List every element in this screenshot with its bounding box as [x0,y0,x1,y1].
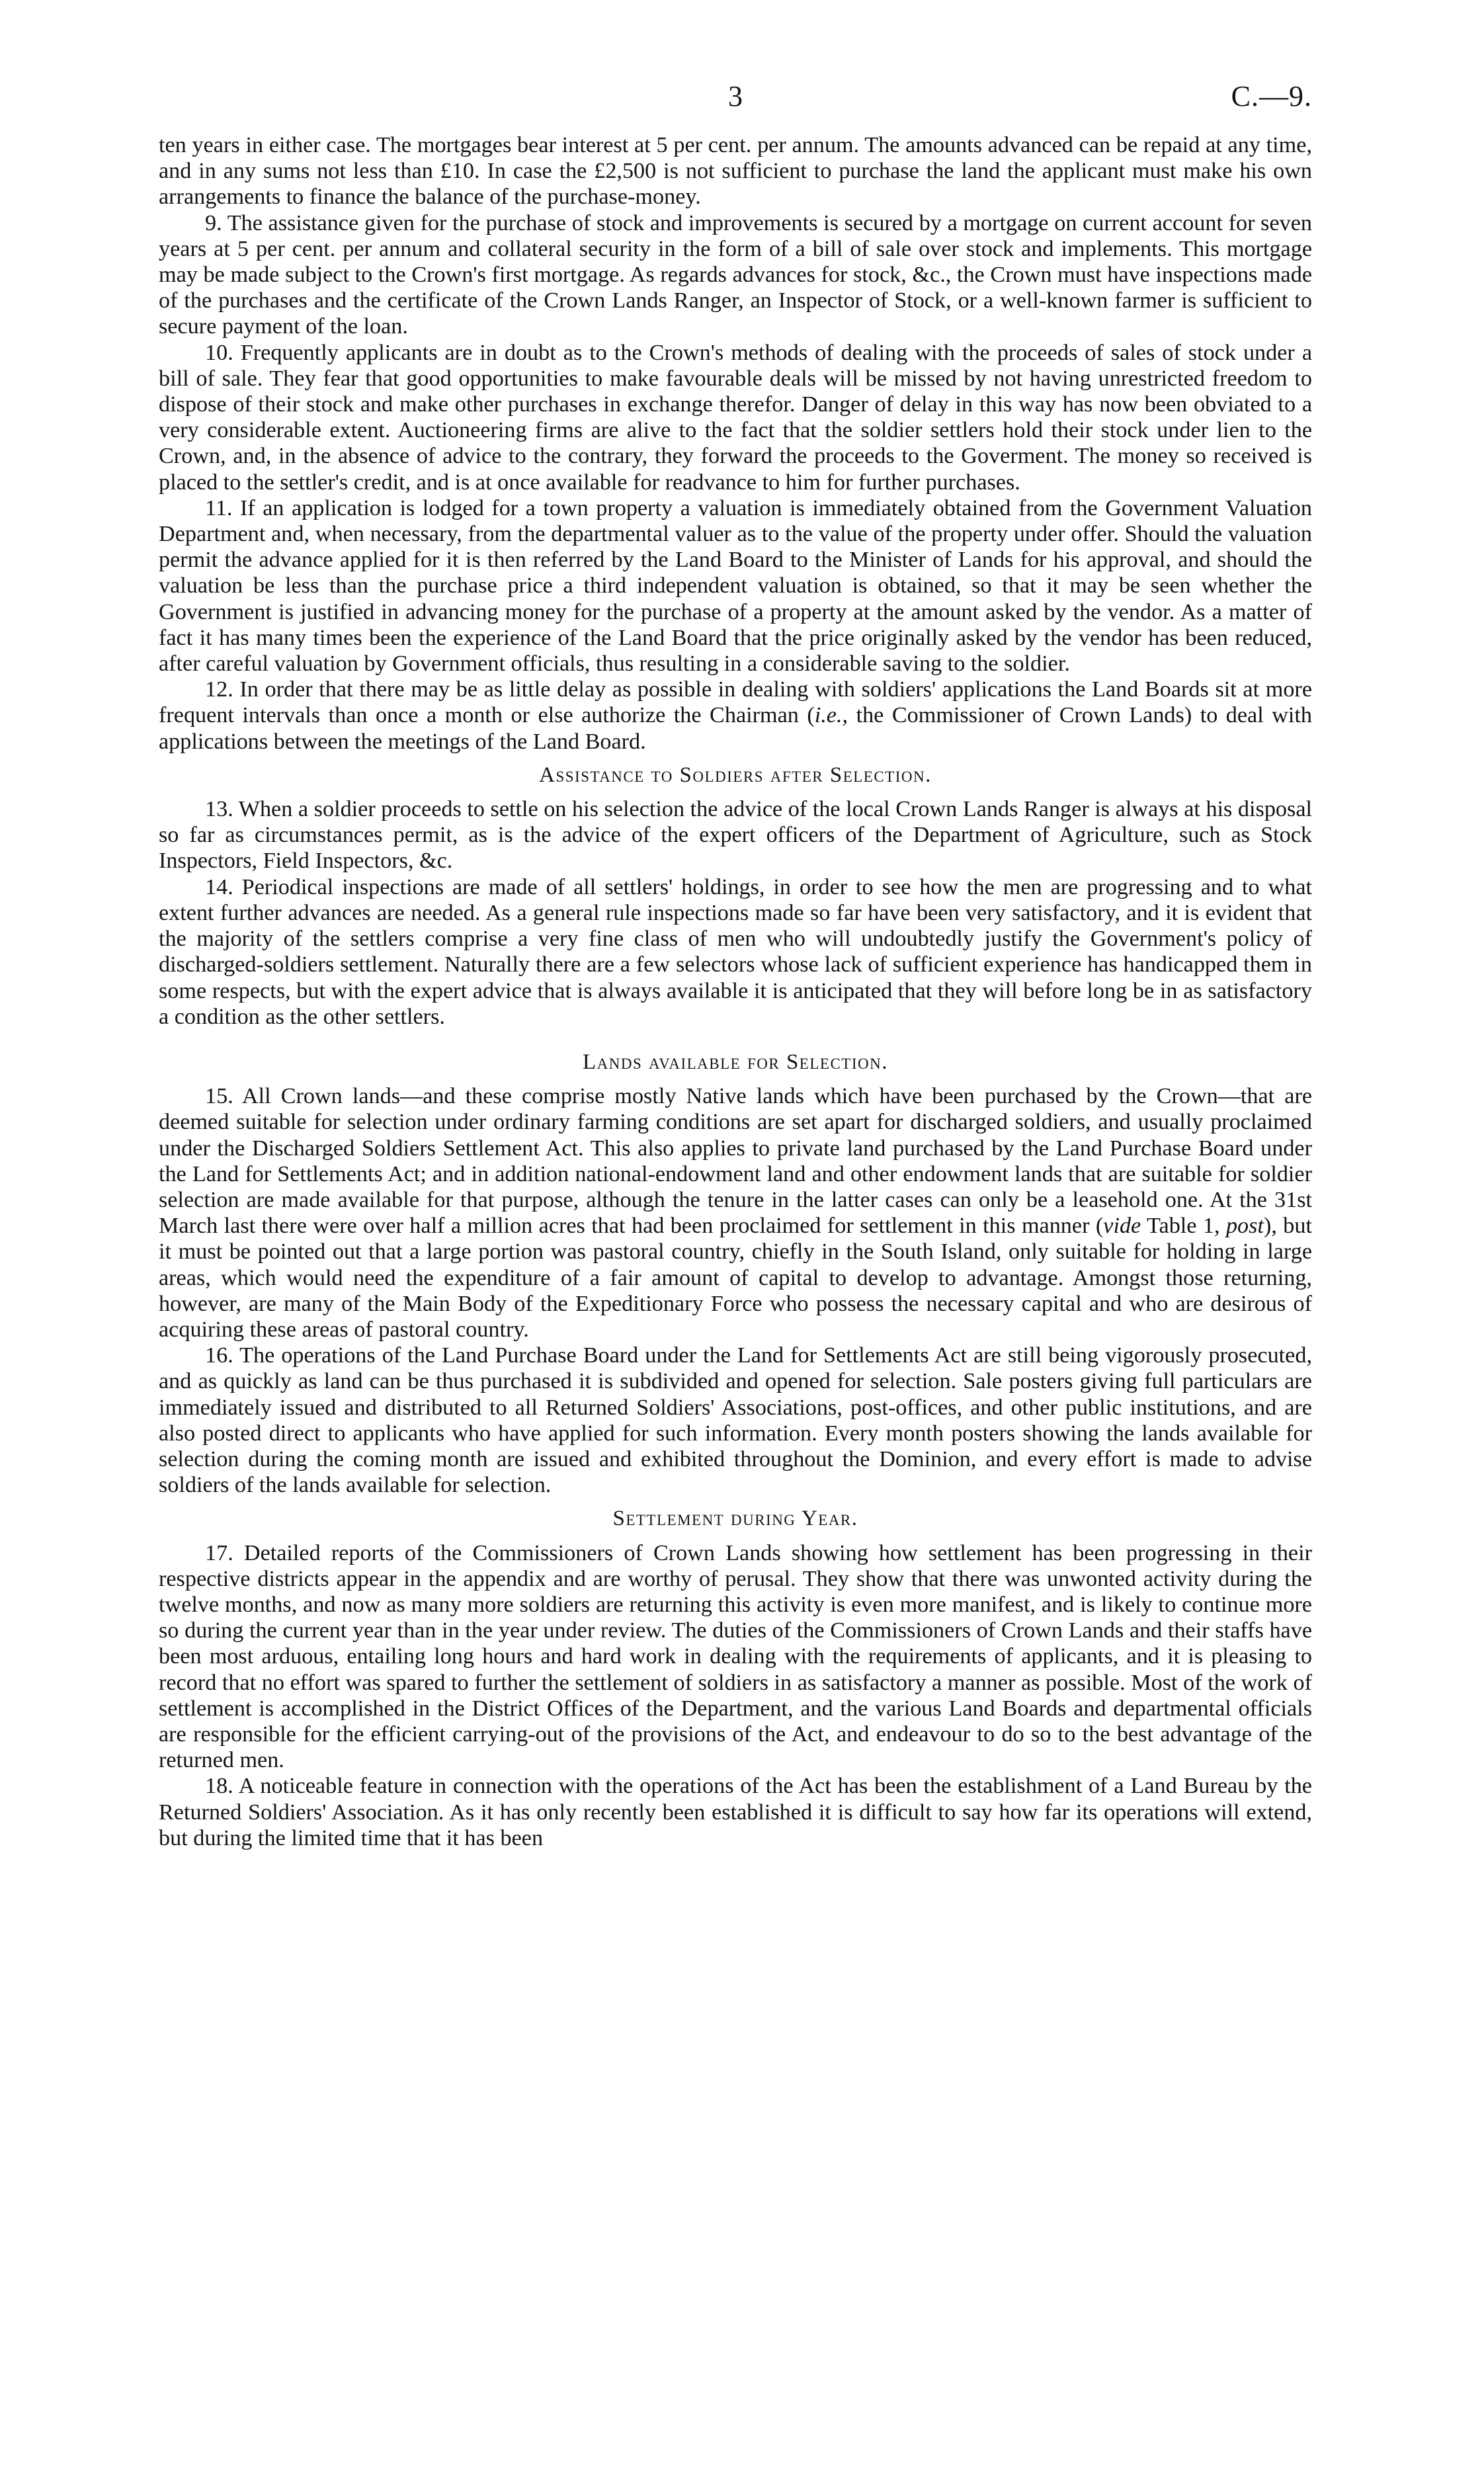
paragraph-12-text-a: 12. In order that there may be as little delay as possible in dealing with soldiers' applications the Land Boards sit at more frequent intervals than once a month or else authorize the Chairman ( [159,677,1312,728]
body-text [159,132,1312,1851]
paragraph-14: 14. Periodical inspections are made of all settlers' holdings, in order to see how the men are progressing and to what extent further advances are needed. As a general rule inspections made so far have been very satisfactory, and it is evident that the majority of the settlers comprise a very fine class of men who will undoubtedly justify the Government's policy of discharged-soldiers settlement. Naturally there are a few selectors whose lack of sufficient experience has handicapped them in some respects, but with the expert advice that is always available it is anticipated that they will before long be in as satisfactory a condition as the other settlers. [159,874,1312,1029]
page-number: 3 [728,80,743,112]
heading-settlement-during-year: Settlement during Year. [612,1507,858,1531]
paragraph-12 [159,677,1312,755]
paragraph-8-continued: ten years in either case. The mortgages bear interest at 5 per cent. per annum. The amounts advanced can be repaid at any time, and in any sums not less than £10. In case the £2,500 is not sufficient to purchase the land the applicant must make his own arrangements to finance the balance of the purchase-money. [159,133,1312,210]
paragraph-17: 17. Detailed reports of the Commissioners of Crown Lands showing how settlement has been progressing in their respective districts appear in the appendix and are worthy of perusal. They show that there was unwonted activity during the twelve months, and now as many more soldiers are returning this activity is even more manifest, and is likely to continue more so during the current year than in the year under review. The duties of the Commissioners of Crown Lands and their staffs have been most arduous, entailing long hours and hard work in dealing with the requirements of applicants, and it is pleasing to record that no effort was spared to further the settlement of soldiers in as satisfactory a manner as possible. Most of the work of settlement is accomplished in the District Offices of the Department, and the various Land Boards and departmental officials are responsible for the efficient carrying-out of the provisions of the Act, and endeavour to do so to the best advantage of the returned men. [159,1540,1312,1773]
heading-assistance-after-selection: Assistance to Soldiers after Selection. [539,763,932,787]
paragraph-15-text-mid: Table 1, [1141,1214,1226,1239]
paragraph-15-post: post [1225,1214,1264,1239]
heading-lands-available: Lands available for Selection. [583,1050,888,1074]
paragraph-13: 13. When a soldier proceeds to settle on his selection the advice of the local Crown Lands Ranger is always at his disposal so far as circumstances permit, as is the advice of the expert officers of the Department of Agriculture, such as Stock Inspectors, Field Inspectors, &c. [159,797,1312,874]
paragraph-15-vide: vide [1103,1214,1141,1239]
page-header [159,79,1312,132]
paragraph-11: 11. If an application is lodged for a town property a valuation is immediately obtained from the Government Valuation Department and, when necessary, from the departmental valuer as to the value of the property under offer. Should the valuation permit the advance applied for it is then referred by the Land Board to the Minister of Lands for his approval, and should the valuation be less than the purchase price a third independent valuation is obtained, so that it may be seen whether the Government is justified in advancing money for the purchase of a property at the amount asked by the vendor. As a matter of fact it has many times been the experience of the Land Board that the price originally asked by the vendor has been reduced, after careful valuation by Government officials, thus resulting in a considerable saving to the soldier. [159,495,1312,677]
paragraph-9: 9. The assistance given for the purchase of stock and improvements is secured by a mortgage on current account for seven years at 5 per cent. per annum and collateral security in the form of a bill of sale over stock and implements. This mortgage may be made subject to the Crown's first mortgage. As regards advances for stock, &c., the Crown must have inspections made of the purchases and the certificate of the Crown Lands Ranger, an Inspector of Stock, or a well-known farmer is sufficient to secure payment of the loan. [159,210,1312,339]
paragraph-15 [159,1083,1312,1343]
paragraph-15-text-b: ), but it must be pointed out that a large portion was pastoral country, chiefly in the South Island, only suitable for holding in large areas, which would need the expenditure of a fair amount of capital to develop to advantage. Amongst those returning, however, are many of the Main Body of the Expeditionary Force who possess the necessary capital and who are desirous of acquiring these areas of pastoral country. [159,1214,1312,1342]
paragraph-15-text-a: 15. All Crown lands—and these comprise mostly Native lands which have been purchased by the Crown—that are deemed suitable for selection under ordinary farming conditions are set apart for discharged soldiers, and usually proclaimed under the Discharged Soldiers Settlement Act. This also applies to private land purchased by the Land Purchase Board under the Land for Settlements Act; and in addition national-endowment land and other endowment lands that are suitable for soldier selection are made available for that purpose, although the tenure in the latter cases can only be a leasehold one. At the 31st March last there were over half a million acres that had been proclaimed for settlement in this manner ( [159,1084,1312,1239]
document-reference: C.—9. [1231,80,1312,112]
paragraph-12-text-b: the Commissioner of Crown Lands) to deal with applications between the meetings of the Land Board. [159,703,1312,754]
paragraph-12-ie: i.e., [814,703,848,728]
document-page [159,79,1312,1851]
paragraph-18: 18. A noticeable feature in connection with the operations of the Act has been the establishment of a Land Bureau by the Returned Soldiers' Association. As it has only recently been established it is difficult to say how far its operations will extend, but during the limited time that it has been [159,1774,1312,1850]
paragraph-10: 10. Frequently applicants are in doubt as to the Crown's methods of dealing with the proceeds of sales of stock under a bill of sale. They fear that good opportunities to make favourable deals will be missed by not having unrestricted freedom to dispose of their stock and make other purchases in exchange therefor. Danger of delay in this way has now been obviated to a very considerable extent. Auctioneering firms are alive to the fact that the soldier settlers hold their stock under lien to the Crown, and, in the absence of advice to the contrary, they forward the proceeds to the Goverment. The money so received is placed to the settler's credit, and is at once available for readvance to him for further purchases. [159,340,1312,495]
paragraph-16: 16. The operations of the Land Purchase Board under the Land for Settlements Act are still being vigorously prosecuted, and as quickly as land can be thus purchased it is subdivided and opened for selection. Sale posters giving full particulars are immediately issued and distributed to all Returned Soldiers' Associations, post-offices, and other public institutions, and are also posted direct to applicants who have applied for such information. Every month posters showing the lands available for selection during the coming month are issued and exhibited throughout the Dominion, and every effort is made to advise soldiers of the lands available for selection. [159,1343,1312,1498]
